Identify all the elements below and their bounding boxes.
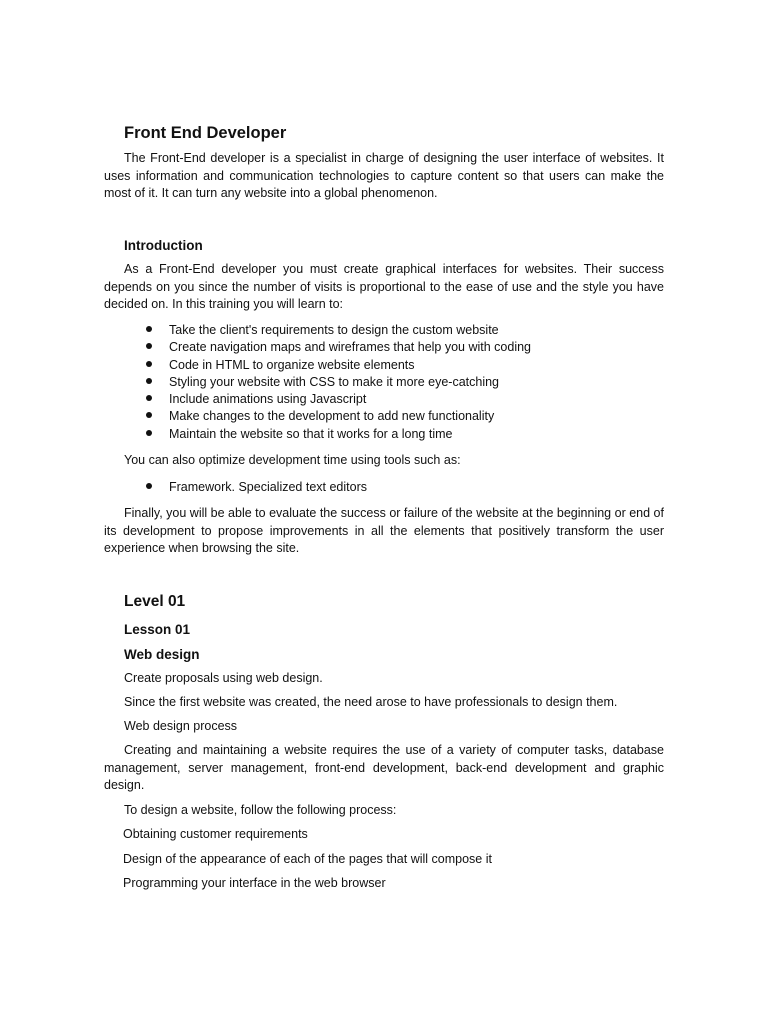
list-item-text: Take the client's requirements to design the custom website bbox=[169, 323, 499, 337]
bullet-icon bbox=[146, 483, 152, 489]
skills-list bbox=[146, 322, 531, 443]
list-item bbox=[146, 479, 367, 496]
process-step: Design of the appearance of each of the pages that will compose it bbox=[123, 852, 492, 866]
bullet-icon bbox=[146, 430, 152, 436]
process-intro: To design a website, follow the following process: bbox=[124, 803, 397, 817]
list-item-text: Include animations using Javascript bbox=[169, 392, 367, 407]
bullet-icon bbox=[146, 326, 152, 332]
bullet-icon bbox=[146, 343, 152, 349]
document-title: Front End Developer bbox=[124, 124, 287, 142]
list-item-text: Framework. Specialized text editors bbox=[169, 480, 367, 494]
bullet-icon bbox=[146, 412, 152, 418]
bullet-icon bbox=[146, 395, 152, 401]
list-item bbox=[146, 322, 531, 339]
introduction-paragraph: As a Front-End developer you must create graphical interfaces for websites. Their success depends on you since the number of visits is proportional to the ease of use and the style you have decided on. In this training you will learn to: bbox=[104, 262, 664, 311]
list-item bbox=[146, 391, 531, 408]
introduction-heading: Introduction bbox=[124, 238, 203, 253]
list-item bbox=[146, 339, 531, 356]
list-item bbox=[146, 408, 531, 425]
lesson-line-2: Since the first website was created, the need arose to have professionals to design them. bbox=[124, 695, 618, 709]
list-item bbox=[146, 357, 531, 374]
process-step: Obtaining customer requirements bbox=[123, 827, 308, 841]
closing-paragraph: Finally, you will be able to evaluate the success or failure of the website at the beginning or end of its development to propose improvements in all the elements that positively transform the user experience when browsing the site. bbox=[104, 506, 664, 555]
list-item bbox=[146, 374, 531, 391]
list-item-text: Make changes to the development to add new functionality bbox=[169, 409, 495, 424]
web-design-process-heading: Web design process bbox=[124, 719, 238, 733]
list-item-text: Maintain the website so that it works for a long time bbox=[169, 426, 453, 441]
web-design-paragraph: Creating and maintaining a website requires the use of a variety of computer tasks, database management, server management, front-end development, back-end development and graphic design. bbox=[104, 743, 664, 792]
bullet-icon bbox=[146, 378, 152, 384]
list-item-text: Create navigation maps and wireframes that help you with coding bbox=[169, 340, 532, 355]
list-item bbox=[146, 426, 531, 443]
process-step: Programming your interface in the web browser bbox=[123, 876, 386, 890]
lesson-heading: Lesson 01 bbox=[124, 622, 191, 637]
bullet-icon bbox=[146, 361, 152, 367]
tools-intro: You can also optimize development time using tools such as: bbox=[124, 453, 461, 467]
list-item-text: Code in HTML to organize website elements bbox=[169, 357, 415, 372]
tools-list bbox=[146, 479, 367, 496]
lesson-line-1: Create proposals using web design. bbox=[124, 671, 323, 685]
list-item-text: Styling your website with CSS to make it more eye-catching bbox=[169, 374, 499, 389]
level-heading: Level 01 bbox=[124, 593, 186, 610]
intro-paragraph: The Front-End developer is a specialist in charge of designing the user interface of websites. It uses information and communication technologies to capture content so that users can make the most of it. It can turn any website into a global phenomenon. bbox=[104, 151, 664, 200]
topic-heading: Web design bbox=[124, 647, 200, 662]
